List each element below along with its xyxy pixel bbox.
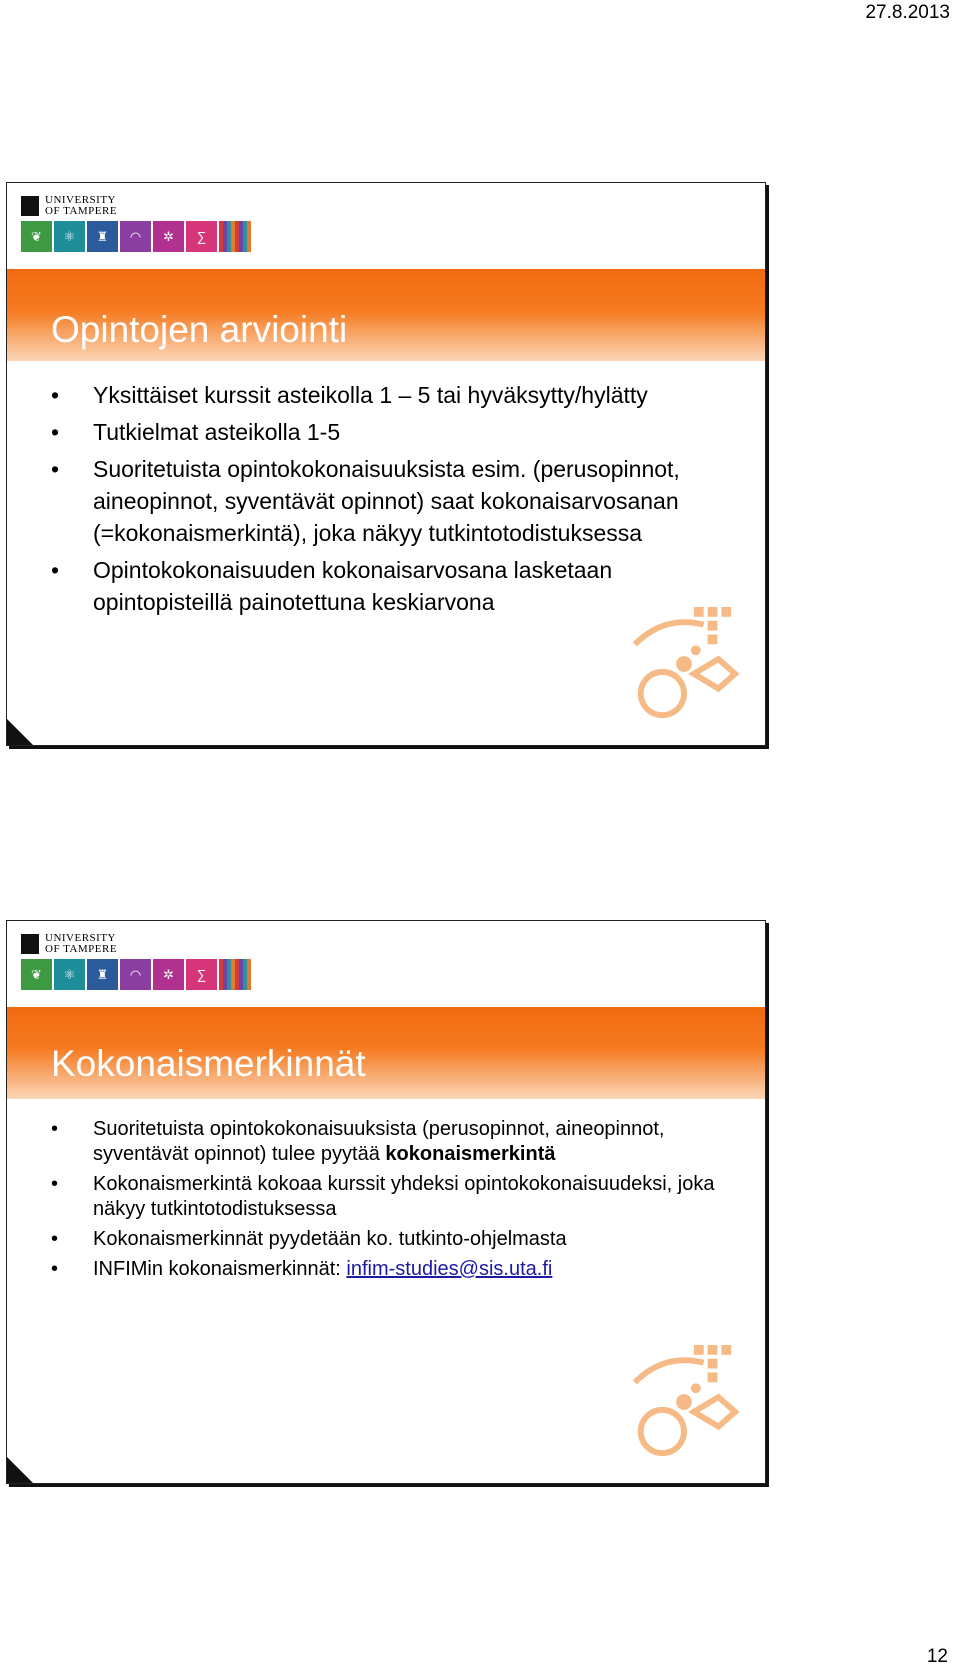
slide-kokonaismerkinnat [6,920,766,1484]
logo-line2: OF TAMPERE [45,943,118,955]
slide-title: Opintojen arviointi [51,309,348,350]
bullet-item: • Tutkielmat asteikolla 1-5 [51,416,735,448]
university-emblem-icon [625,605,743,723]
university-crest-icon [21,934,39,954]
faculty-tiles [21,221,251,252]
faculty-tiles [21,959,251,990]
shell-tile-icon: ◠ [120,221,151,252]
atom-tile-icon: ⚛ [54,221,85,252]
math-tile-icon: ∑ [186,959,217,990]
molecule-tile-icon: ✲ [153,221,184,252]
logo-line1: UNIVERSITY [45,194,116,206]
bullet-item: • Suoritetuista opintokokonaisuuksista esim. (perusopinnot, aineopinnot, syventävät opinnot) saat kokonaisarvosanan (=kokonaismerkintä), joka näkyy tutkintotodistuksessa [51,453,735,549]
building-tile-icon: ♜ [87,221,118,252]
slide-title: Kokonaismerkinnät [51,1043,366,1084]
page-number: 12 [926,1646,948,1667]
slide-corner [6,1456,34,1484]
bullet-list [51,379,735,623]
university-logo [21,195,117,217]
logo-line2: OF TAMPERE [45,205,118,217]
bullet-item [51,1257,735,1282]
bullet-item: • Kokonaismerkinnät pyydetään ko. tutkinto-ohjelmasta [51,1227,735,1252]
bullet-text: Suoritetuista opintokokonaisuuksista (perusopinnot, aineopinnot, syventävät opinnot) tulee pyytää [93,1118,665,1165]
bullet-item: • Yksittäiset kurssit asteikolla 1 – 5 tai hyväksytty/hylätty [51,379,735,411]
bullet-bold-text: kokonaismerkintä [385,1143,556,1165]
bullet-list [51,1117,735,1287]
building-tile-icon: ♜ [87,959,118,990]
university-emblem-icon [625,1343,743,1461]
molecule-tile-icon: ✲ [153,959,184,990]
email-link[interactable]: infim-studies@sis.uta.fi [346,1258,553,1280]
shell-tile-icon: ◠ [120,959,151,990]
slide-opintojen-arviointi [6,182,766,746]
stripes-tile-icon [219,221,251,252]
university-crest-icon [21,196,39,216]
bullet-text: INFIMin kokonaismerkinnät: [93,1258,347,1280]
atom-tile-icon: ⚛ [54,959,85,990]
logo-line1: UNIVERSITY [45,932,116,944]
stripes-tile-icon [219,959,251,990]
slide-corner [6,718,34,746]
bullet-item: • Opintokokonaisuuden kokonaisarvosana lasketaan opintopisteillä painotettuna keskiarvona [51,554,735,618]
bullet-item: • Kokonaismerkintä kokoaa kurssit yhdeksi opintokokonaisuudeksi, joka näkyy tutkintotodistuksessa [51,1172,735,1222]
math-tile-icon: ∑ [186,221,217,252]
leaf-tile-icon: ❦ [21,959,52,990]
bullet-item [51,1117,735,1167]
page-date: 27.8.2013 [865,2,950,23]
leaf-tile-icon: ❦ [21,221,52,252]
university-logo [21,933,117,955]
